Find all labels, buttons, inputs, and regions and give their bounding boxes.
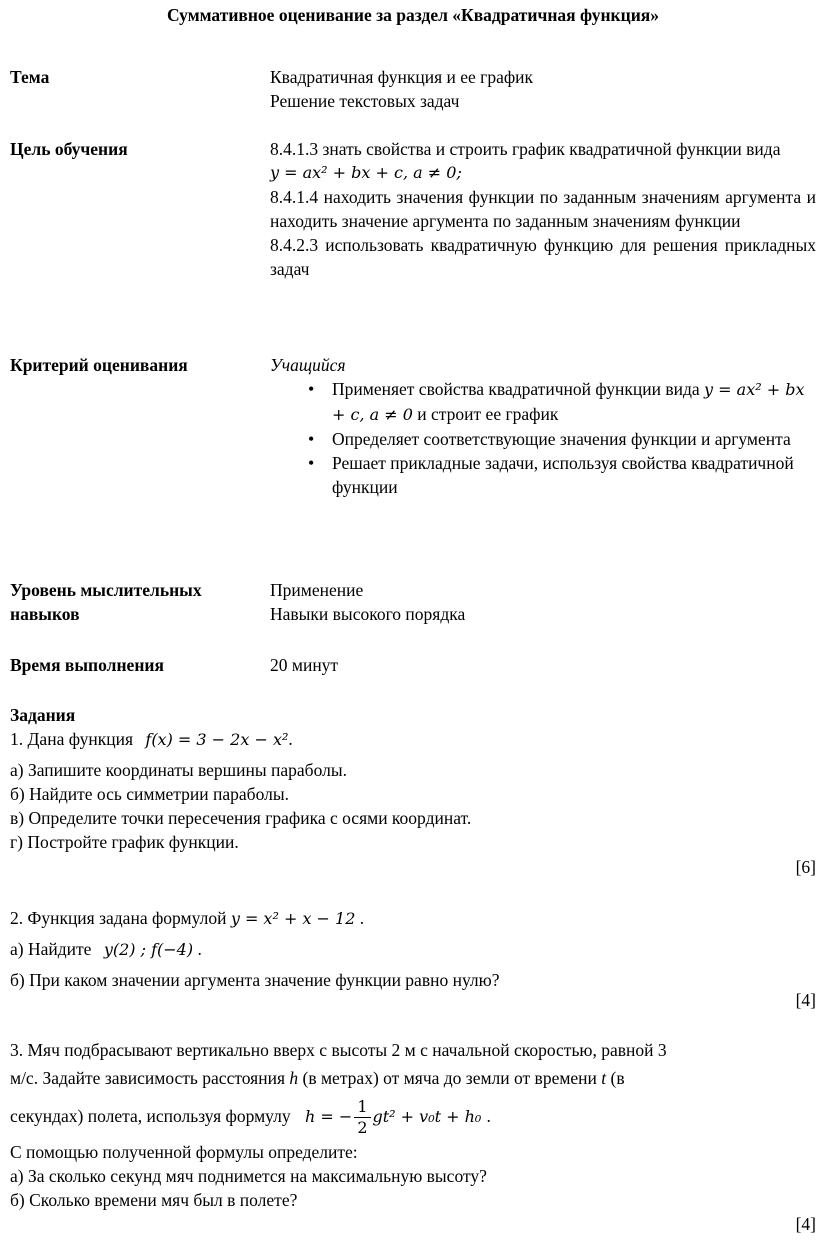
task-3-line-1: 3. Мяч подбрасывают вертикально вверх с высоты 2 м с начальной скоростью, равной 3 bbox=[10, 1040, 667, 1060]
tasks-section bbox=[10, 703, 816, 854]
task-1-mark: [6] bbox=[795, 857, 816, 877]
task-3-line-3: секундах) полета, используя формулу h = − $\frac{1}{2}$ gt² + v₀t + h₀ . bbox=[10, 1097, 491, 1137]
topic-line-1: Квадратичная функция и ее график bbox=[270, 67, 534, 87]
task-1-item-c: в) Определите точки пересечения графика с осями координат. bbox=[10, 808, 472, 828]
task-3-item-b: б) Сколько времени мяч был в полете? bbox=[10, 1190, 298, 1210]
task-2-item-a: а) Найдите y(2) ; f(−4) . bbox=[10, 939, 202, 959]
topic-value bbox=[270, 65, 816, 113]
skills-line-2: Навыки высокого порядка bbox=[270, 604, 466, 624]
task-3-formula: h = − $\frac{1}{2}$ gt² + v₀t + h₀ bbox=[305, 1097, 482, 1137]
goal-formula: y = ax² + bx + c, a ≠ 0; bbox=[270, 163, 462, 182]
task-3-fraction: $\frac{1}{2}$ bbox=[354, 1097, 370, 1138]
goal-label: Цель обучения bbox=[10, 139, 128, 159]
criteria-item-1: • Применяет свойства квадратичной функции вида y = ax² + bx + c, a ≠ 0 и строит ее график bbox=[270, 377, 816, 427]
task-3 bbox=[10, 1038, 816, 1212]
skills-value bbox=[270, 578, 816, 626]
time-value: 20 минут bbox=[270, 655, 339, 675]
goal-line-1: 8.4.1.3 знать свойства и строить график квадратичной функции вида bbox=[270, 139, 781, 159]
task-3-mark: [4] bbox=[795, 1214, 816, 1234]
goal-value bbox=[270, 137, 816, 281]
task-1-intro: 1. Дана функция f(x) = 3 − 2x − x². bbox=[10, 729, 293, 749]
criteria-formula: y = ax² + bx + c, a ≠ 0 bbox=[332, 380, 805, 424]
task-2-intro: 2. Функция задана формулой y = x² + x − 12 . bbox=[10, 908, 365, 928]
criteria-value bbox=[270, 353, 816, 499]
task-2-item-b: б) При каком значении аргумента значение функции равно нулю? bbox=[10, 970, 500, 990]
topic-label: Тема bbox=[10, 67, 50, 87]
criteria-intro: Учащийся bbox=[270, 355, 346, 375]
time-label: Время выполнения bbox=[10, 655, 164, 675]
skills-label: Уровень мыслительных навыков bbox=[10, 580, 202, 624]
criteria-item-2: • Определяет соответствующие значения функции и аргумента bbox=[270, 427, 816, 451]
document-title: Суммативное оценивание за раздел «Квадратичная функция» bbox=[166, 5, 659, 25]
task-2-mark: [4] bbox=[795, 990, 816, 1010]
topic-line-2: Решение текстовых задач bbox=[270, 91, 460, 111]
criteria-list bbox=[270, 377, 816, 499]
task-2 bbox=[10, 906, 816, 992]
task-1-item-d: г) Постройте график функции. bbox=[10, 832, 239, 852]
criteria-item-3: • Решает прикладные задачи, используя свойства квадратичной функции bbox=[270, 451, 816, 499]
task-1-item-b: б) Найдите ось симметрии параболы. bbox=[10, 784, 289, 804]
goal-line-2: 8.4.1.4 находить значения функции по заданным значениям аргумента и находить значение аргумента по заданным значениям функции bbox=[270, 187, 816, 231]
task-3-question-intro: С помощью полученной формулы определите: bbox=[10, 1142, 358, 1162]
task-3-line-2: м/с. Задайте зависимость расстояния h (в метрах) от мяча до земли от времени t (в bbox=[10, 1068, 625, 1088]
tasks-heading: Задания bbox=[10, 705, 76, 725]
task-2-formula: y = x² + x − 12 bbox=[230, 909, 356, 928]
task-3-item-a: а) За сколько секунд мяч поднимется на максимальную высоту? bbox=[10, 1166, 487, 1186]
task-2-values: y(2) ; f(−4) bbox=[103, 940, 194, 959]
goal-line-3: 8.4.2.3 использовать квадратичную функцию для решения прикладных задач bbox=[270, 235, 816, 279]
criteria-label: Критерий оценивания bbox=[10, 355, 188, 375]
task-1-item-a: а) Запишите координаты вершины параболы. bbox=[10, 760, 347, 780]
task-1-formula: f(x) = 3 − 2x − x² bbox=[145, 730, 289, 749]
skills-line-1: Применение bbox=[270, 580, 364, 600]
